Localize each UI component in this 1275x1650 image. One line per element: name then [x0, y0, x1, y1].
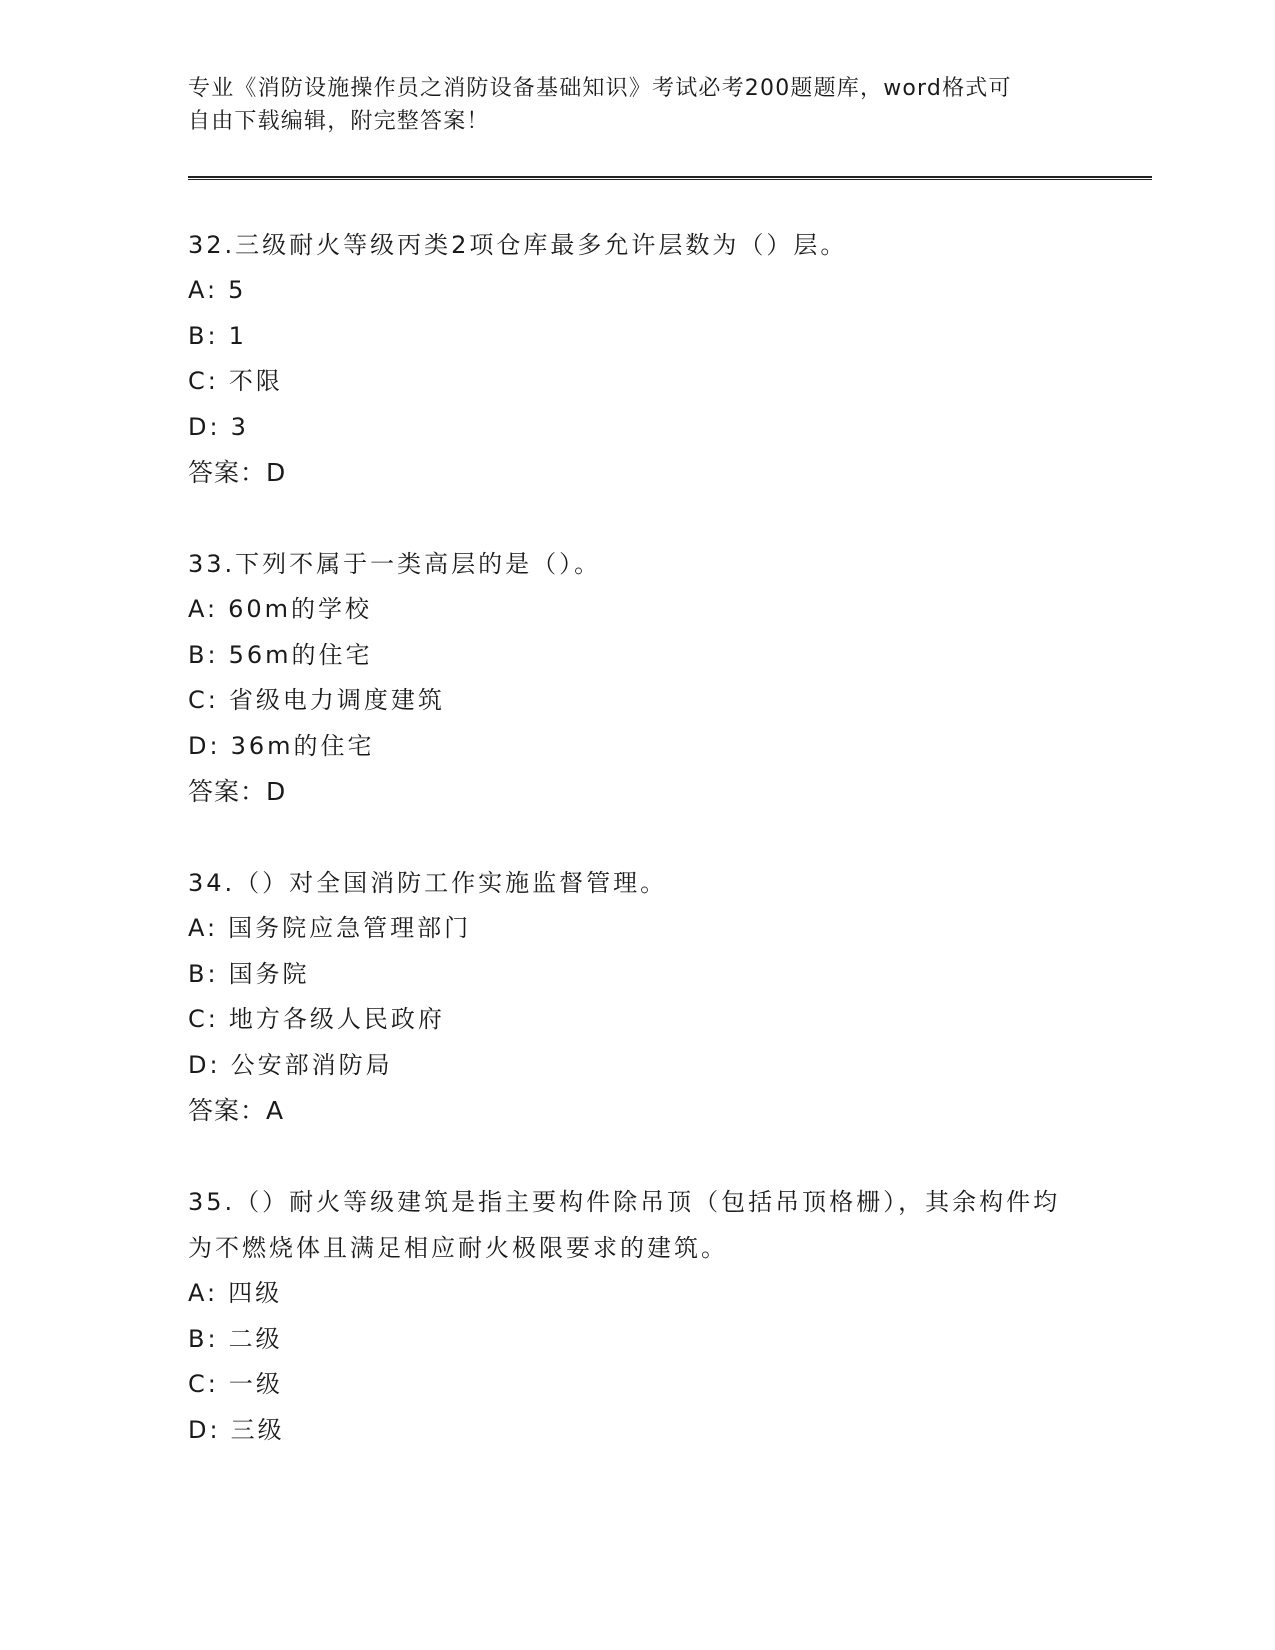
answer-line: 答案：A [188, 1096, 285, 1125]
header-divider [188, 176, 1152, 180]
option-key: D: [188, 1415, 221, 1444]
question-32 [188, 222, 1148, 495]
option-c [188, 678, 1148, 724]
option-a [188, 1271, 1148, 1317]
option-key: C: [188, 686, 219, 714]
question-stem: 34.（）对全国消防工作实施监督管理。 [188, 869, 668, 897]
option-text: 60m的学校 [228, 595, 373, 623]
option-text: 国务院应急管理部门 [228, 914, 472, 942]
option-text: 一级 [228, 1370, 283, 1398]
option-key: D: [188, 731, 221, 760]
option-key: B: [188, 640, 219, 669]
option-c [188, 997, 1148, 1043]
option-d [188, 1043, 1148, 1089]
option-text: 地方各级人民政府 [228, 1005, 445, 1033]
header-line-2: 自由下载编辑，附完整答案！ [188, 109, 490, 134]
question-stem: 32.三级耐火等级丙类2项仓库最多允许层数为（）层。 [188, 231, 848, 259]
option-a [188, 906, 1148, 952]
option-c [188, 1362, 1148, 1408]
option-key: A: [188, 595, 219, 623]
option-text: 三级 [230, 1415, 285, 1444]
option-key: C: [188, 1370, 219, 1398]
option-a [188, 268, 1148, 314]
question-35 [188, 1179, 1148, 1453]
option-b [188, 633, 1148, 679]
option-d [188, 405, 1148, 451]
option-text: 36m的住宅 [230, 731, 375, 760]
option-text: 国务院 [228, 959, 310, 988]
option-key: A: [188, 276, 219, 304]
option-d [188, 1408, 1148, 1454]
option-text: 不限 [228, 367, 283, 395]
question-33 [188, 541, 1148, 814]
option-key: B: [188, 321, 219, 350]
option-c [188, 359, 1148, 405]
header-line-1: 专业《消防设施操作员之消防设备基础知识》考试必考200题题库，word格式可 [188, 76, 1012, 101]
option-text: 公安部消防局 [230, 1050, 393, 1079]
option-key: C: [188, 1005, 219, 1033]
option-text: 5 [228, 276, 247, 304]
question-stem: 35.（）耐火等级建筑是指主要构件除吊顶（包括吊顶格栅），其余构件均为不燃烧体且满足相应耐火极限要求的建筑。 [188, 1188, 1061, 1262]
option-key: D: [188, 1050, 221, 1079]
option-key: D: [188, 412, 221, 441]
option-key: B: [188, 1324, 219, 1353]
answer-line: 答案：D [188, 777, 287, 806]
question-list [188, 222, 1148, 1453]
option-a [188, 587, 1148, 633]
option-d [188, 724, 1148, 770]
option-text: 56m的住宅 [228, 640, 373, 669]
document-page [188, 72, 1148, 1499]
answer-line: 答案：D [188, 458, 287, 487]
option-text: 二级 [228, 1324, 283, 1353]
option-key: A: [188, 1279, 219, 1307]
option-text: 3 [230, 412, 249, 441]
document-header [188, 72, 1068, 138]
option-b [188, 314, 1148, 360]
option-key: B: [188, 959, 219, 988]
question-34 [188, 860, 1148, 1133]
question-stem: 33.下列不属于一类高层的是（）。 [188, 550, 602, 578]
option-text: 1 [228, 321, 247, 350]
option-text: 四级 [228, 1279, 283, 1307]
option-b [188, 1317, 1148, 1363]
option-key: C: [188, 367, 219, 395]
option-key: A: [188, 914, 219, 942]
option-text: 省级电力调度建筑 [228, 686, 445, 714]
option-b [188, 952, 1148, 998]
